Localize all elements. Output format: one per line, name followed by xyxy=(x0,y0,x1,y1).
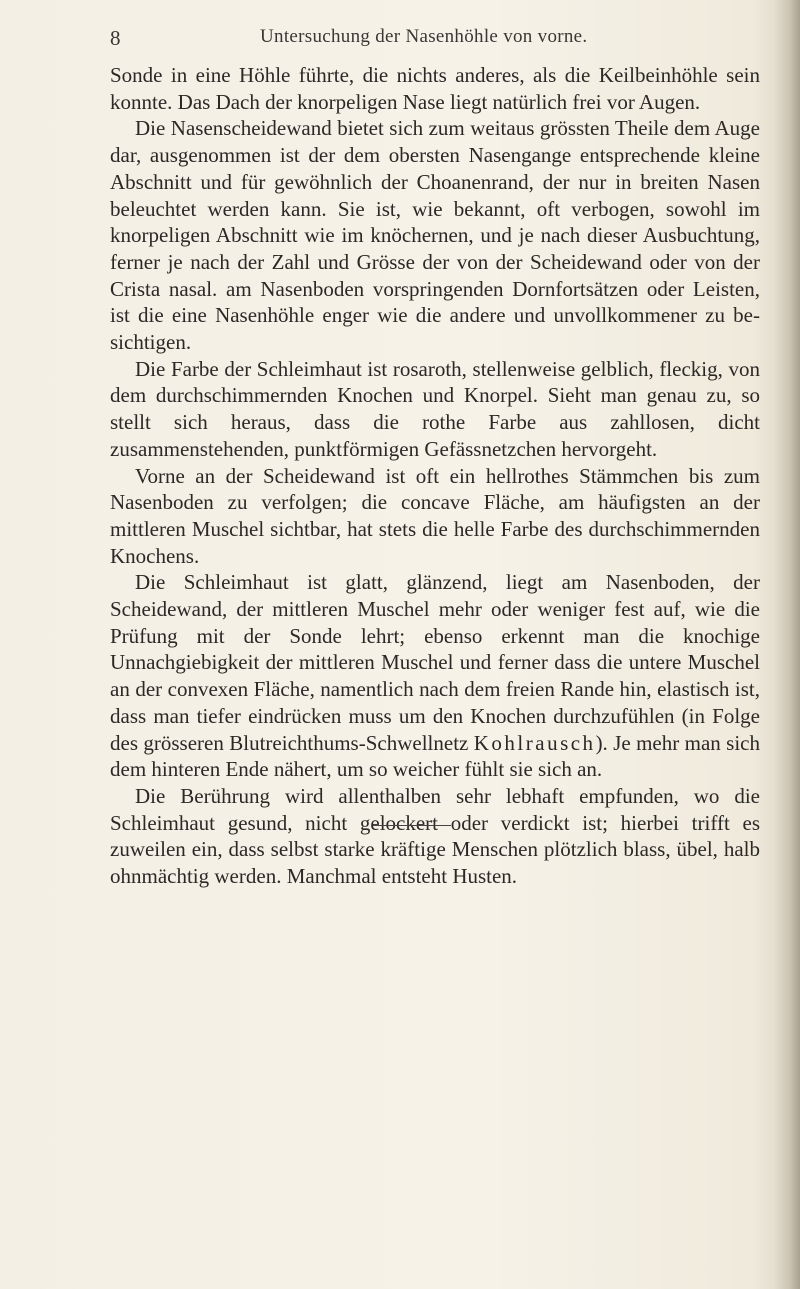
paragraph-5 xyxy=(110,569,760,783)
section-end-rule xyxy=(373,825,451,826)
paragraph-5-text-a: Die Schleimhaut ist glatt, glänzend, liegt am Nasenboden, der Scheidewand, der mittleren Muschel mehr oder weniger fest auf, wie die Prüfung mit der Sonde lehrt; ebenso erkennt man die knochige Unnachgiebigkeit der mittleren Muschel und ferner dass die untere Muschel an der convexen Fläche, namentlich nach dem freien Rande hin, elastisch ist, dass man tiefer eindrücken muss um den Knochen durchzufühlen (in Folge des grösseren Blutreichthums-Schwellnetz xyxy=(110,570,760,755)
paragraph-1: Sonde in eine Höhle führte, die nichts anderes, als die Keilbeinhöhle sein konnte. Das Dach der knorpeligen Nase liegt natürlich frei vor Augen. xyxy=(110,63,760,114)
running-head: Untersuchung der Nasenhöhle von vorne. xyxy=(260,26,588,47)
page-edge-shadow xyxy=(774,0,800,1289)
paragraph-2: Die Nasenscheidewand bietet sich zum weitaus grössten Theile dem Auge dar, ausgenommen ist der dem obersten Nasengange entsprechende kleine Abschnitt und für gewöhnlich der Choanenrand, der nur in breiten Nasen beleuchtet werden kann. Sie ist, wie bekannt, oft verbogen, sowohl im knorpeligen Abschnitt wie im knöchernen, und je nach dieser Ausbuchtung, ferner je nach der Zahl und Grösse der von der Scheidewand oder von der Crista nasal. am Nasenboden vorspringenden Dornfortsätzen oder Leisten, ist die eine Nasenhöhle enger wie die andere und unvollkommener zu besichtigen. xyxy=(110,116,760,355)
paragraph-3: Die Farbe der Schleimhaut ist rosaroth, stellenweise gelblich, fleckig, von dem durchschimmernden Knochen und Knorpel. Sieht man genau zu, so stellt sich heraus, dass die rothe Farbe aus zahllosen, dicht zusammenstehenden, punktförmigen Gefässnetzchen hervorgeht. xyxy=(110,356,760,461)
page-header xyxy=(110,22,760,52)
body-text xyxy=(110,62,760,890)
paragraph-6: Die Berührung wird allenthalben sehr lebhaft empfunden, wo die Schleimhaut gesund, nicht gelockert oder verdickt ist; hierbei trifft es zuweilen ein, dass selbst starke kräftige Menschen plötzlich blass, übel, halb ohnmächtig werden. Manchmal entsteht Husten. xyxy=(110,783,760,889)
page-number: 8 xyxy=(110,26,121,50)
paragraph-4: Vorne an der Scheidewand ist oft ein hellrothes Stämmchen bis zum Nasenboden zu verfolgen; die concave Fläche, am häufigsten an der mittleren Muschel sichtbar, hat stets die helle Farbe des durchschimmernden Knochens. xyxy=(110,463,760,568)
author-name: Kohlrausch xyxy=(473,730,596,755)
paragraph-5-text-b: ). Je mehr man sich dem hinteren Ende nähert, um so weicher fühlt sie sich an. xyxy=(110,730,760,782)
